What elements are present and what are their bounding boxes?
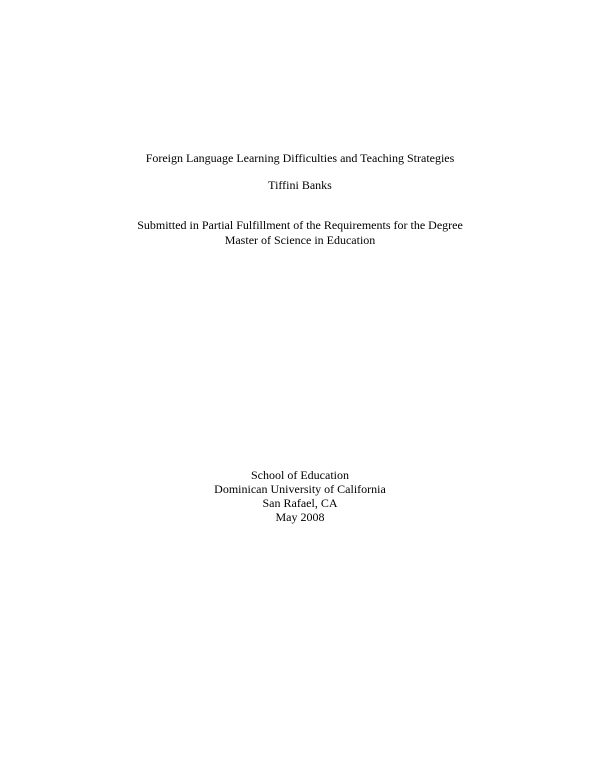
degree-name: Master of Science in Education <box>224 233 376 247</box>
submission-statement: Submitted in Partial Fulfillment of the Requirements for the Degree <box>137 218 463 232</box>
school-name: School of Education <box>251 468 349 482</box>
location: San Rafael, CA <box>262 496 338 510</box>
university-name: Dominican University of California <box>214 482 386 496</box>
author-name: Tiffini Banks <box>268 178 332 192</box>
submission-date: May 2008 <box>275 510 325 524</box>
thesis-title: Foreign Language Learning Difficulties and Teaching Strategies <box>145 151 455 165</box>
